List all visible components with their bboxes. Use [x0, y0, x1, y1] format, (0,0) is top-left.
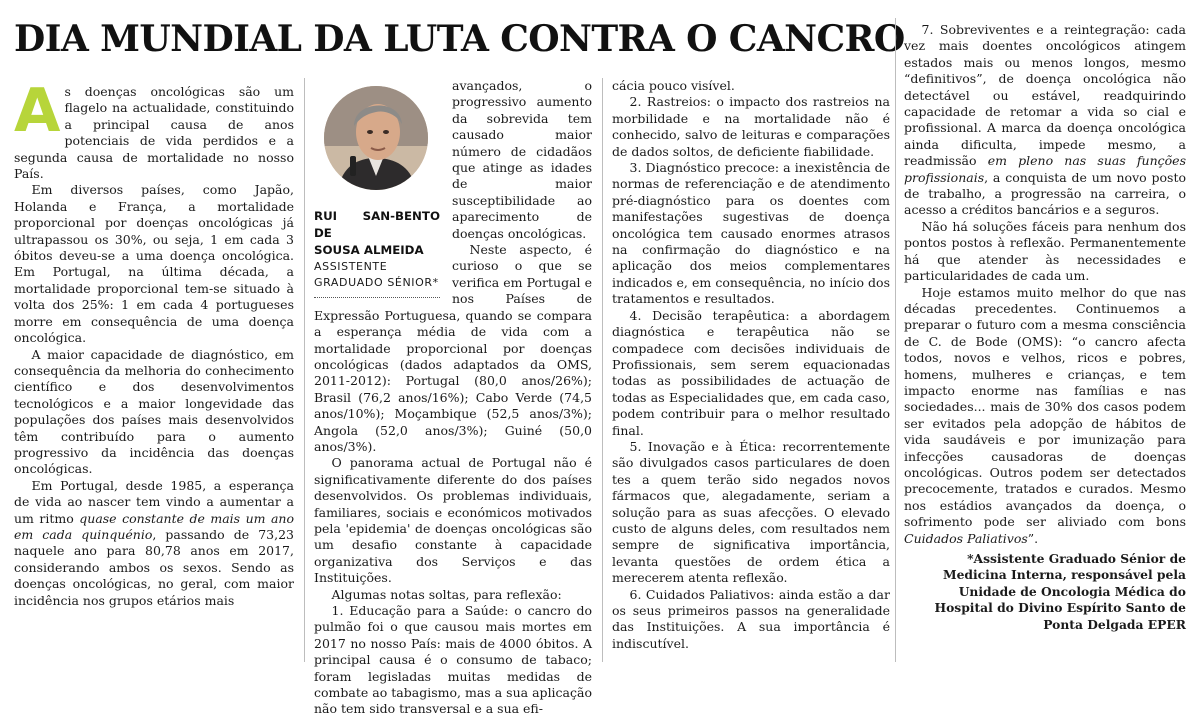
article-column-4: [904, 22, 1186, 633]
author-role-line: GRADUADO SÉNIOR*: [314, 276, 439, 289]
article-column-3: [612, 78, 890, 652]
author-name: [314, 208, 440, 259]
article-paragraph: 4. Decisão terapêutica: a abordagem diagnóstica e terapêutica não se compadece com decisões individuais de Profissionais, sem serem equacionadas todas as possibilidades de actuação de todas as Especialidades que, em cada caso, podem contribuir para o melhor resultado final.: [612, 307, 890, 438]
article-paragraph: Algumas notas soltas, para reflexão:: [331, 586, 562, 602]
article-paragraph: O panorama actual de Portugal não é significativamente diferente do dos países desenvolvidos. Os problemas individuais, familiares, sociais e económicos motivados pela 'epidemia' de doenças oncológicas são um desafio constante à capacidade organizativa dos Serviços e das Instituições.: [314, 455, 592, 586]
paragraph-text: , passando de 73,23 naquele ano para 80,78 anos em 2017, considerando ambos os sexos. Sendo as doenças oncológicas, no geral, com maior incidência nos grupos etários mais: [14, 526, 294, 608]
article-paragraph: [14, 478, 294, 609]
headline: DIA MUNDIAL DA LUTA CONTRA O CANCRO: [14, 18, 905, 60]
paragraph-text: Em Portugal, desde 1985, a esperança de vida ao nascer tem vindo a aumentar a um ritmo: [14, 477, 294, 526]
author-role: [314, 259, 440, 298]
author-role-line: ASSISTENTE: [314, 260, 388, 273]
paragraph-emphasis: quase constante de mais um ano em cada quinquénio: [14, 510, 294, 542]
paragraph-text: s doenças oncológicas são um flagelo na actualidade, constituindo a principal causa de anos potenciais de vida perdidos e a segunda causa de mortalidade no nosso País.: [14, 84, 294, 182]
paragraph-text: , a conquista de um novo posto de trabalho, a progressão na carreira, o acesso a créditos bancários e a seguros.: [904, 169, 1186, 218]
column-divider: [895, 18, 896, 662]
article-paragraph: 3. Diagnóstico precoce: a inexistência de normas de referenciação e de atendimento pré-diagnóstico para os doentes com manifestações sugestivas de doença oncológica tem causado enormes atrasos na confirmação do diagnóstico e na aplicação dos meios complementares indicados e, em consequência, no início dos tratamentos e resultados.: [612, 160, 890, 307]
article-paragraph: avançados, o progressivo aumento da sobrevida tem causado maior número de cidadãos que atinge as idades de maior susceptibilidade ao aparecimento de doenças oncológicas.: [452, 78, 592, 241]
article-paragraph: cácia pouco visível.: [612, 78, 735, 93]
article-paragraph: 1. Educação para a Saúde: o cancro do pulmão foi o que causou mais mortes em 2017 no nosso País: mais de 4000 óbitos. A principal causa é o consumo de tabaco; foram legisladas muitas medidas de combate ao tabagismo, mas a sua aplicação não tem sido transversal e a sua efi-: [314, 603, 592, 717]
article-column-2: [314, 78, 592, 718]
article-paragraph: 5. Inovação e à Ética: recorrentemente são divulgados casos particulares de doen tes a quem terão sido negados novos fármacos que, alegadamente, seriam a solução para as suas afecções. O elevado custo de alguns deles, com resultados nem sempre de significativa importância, levanta questões de ordem ética a merecerem atenta reflexão.: [612, 438, 890, 586]
paragraph-emphasis: em pleno nas suas funções profissionais: [904, 153, 1186, 185]
article-paragraph: 6. Cuidados Paliativos: ainda estão a dar os seus primeiros passos na generalidade das Instituições. A sua importância é indiscutível.: [612, 586, 890, 651]
paragraph-text: 7. Sobreviventes e a reintegração: cada vez mais doentes oncológicos atingem estados mais ou menos longos, mesmo “definitivos”, de doença oncológica não detectável ou estável, readquirindo capacidade de retomar a vida so cial e profissional. A marca da doença oncológica ainda dificulta, impede mesmo, a readmissão: [904, 22, 1186, 169]
author-name-line: SOUSA ALMEIDA: [314, 243, 424, 257]
article-paragraph: Não há soluções fáceis para nenhum dos pontos postos à reflexão. Permanentemente há que atender às necessidades e particularidades de cada um.: [904, 218, 1186, 284]
author-name-line: RUI SAN-BENTO DE: [314, 209, 440, 240]
author-box: [314, 78, 440, 298]
drop-cap: A: [14, 76, 61, 146]
article-paragraph: Em diversos países, como Japão, Holanda e França, a mortalidade proporcional por doenças oncológicas já ultrapassou os 30%, ou seja, 1 em cada 3 óbitos deveu-se a uma doença oncológica. Em Portugal, na última década, a mortalidade proporcional tem-se situado à volta dos 25%: 1 em cada 4 portugueses morre em consequência de uma doença oncológica.: [14, 182, 294, 346]
author-portrait-photo: [324, 86, 428, 190]
paragraph-text: Hoje estamos muito melhor do que nas décadas precedentes. Continuemos a preparar o futuro com a mesma consciência de C. de Bode (OMS): “o cancro afecta todos, novos e velhos, ricos e pobres, homens, mulheres e crianças, e tem impacto enorme nas famílias e nas sociedades... mais de 30% dos casos podem ser evitados pela adopção de hábitos de vida saudáveis e por imunização para infecções causadoras de doenças oncológicas. Outros podem ser detectados precocemente, tratados e curados. Mesmo nos estádios avançados da doença, o sofrimento pode ser aliviado com bons: [904, 284, 1186, 530]
column-divider: [304, 78, 305, 662]
article-paragraph: [904, 22, 1186, 219]
article-paragraph: A maior capacidade de diagnóstico, em consequência da melhoria do conhecimento científico e dos desenvolvimentos tecnológicos e a maior longevidade das populações dos países mais desenvolvidos têm contribuído para o aumento progressivo da incidência das doenças oncológicas.: [14, 346, 294, 477]
article-paragraph: 2. Rastreios: o impacto dos rastreios na morbilidade e na mortalidade não é conhecido, salvo de leituras e comparações de dados soltos, de deficiente fiabilidade.: [612, 94, 890, 159]
article-paragraph: [904, 285, 1186, 548]
article-column-1: [14, 76, 294, 609]
author-footnote: *Assistente Graduado Sénior de Medicina Interna, responsável pela Unidade de Oncologia Médica do Hospital do Divino Espírito Santo de Ponta Delgada EPER: [934, 551, 1186, 632]
article-paragraph: [14, 76, 294, 182]
paragraph-text: ”.: [1027, 530, 1039, 546]
column-divider: [602, 78, 603, 662]
paragraph-emphasis: Cuidados Paliativos: [904, 530, 1028, 546]
article-paragraph: Neste aspecto, é curioso o que se verifica em Portugal e nos Países de Expressão Portuguesa, quando se compara a esperança média de vida com a mortalidade proporcional por doenças oncológicas (dados adaptados da OMS, 2011-2012): Portugal (80,0 anos/26%); Brasil (76,2 anos/16%); Cabo Verde (74,5 anos/10%); Moçambique (52,5 anos/3%); Angola (52,0 anos/3%); Guiné (50,0 anos/3%).: [314, 242, 592, 454]
